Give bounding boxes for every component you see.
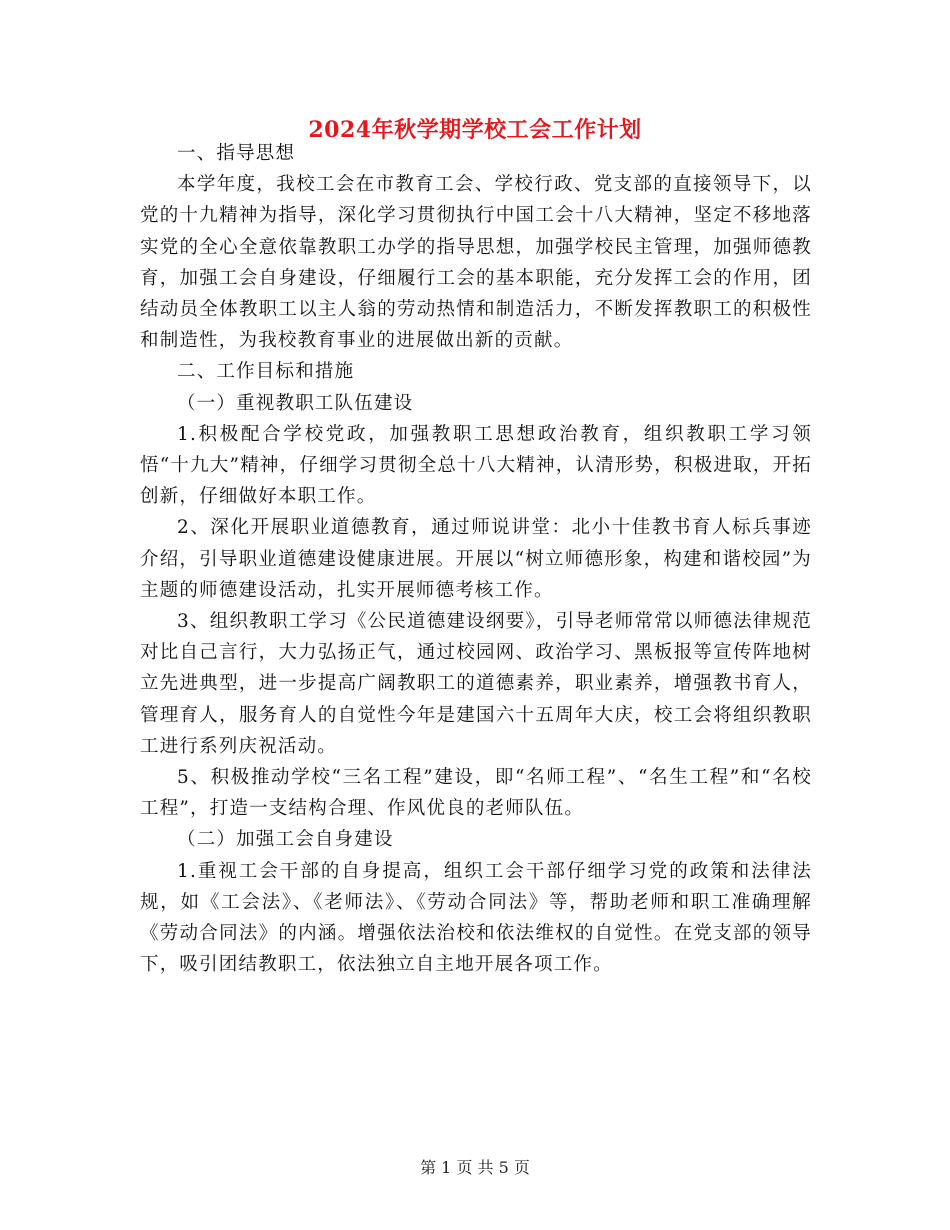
paragraph-item-2: 2、深化开展职业道德教育，通过师说讲堂：北小十佳教书育人标兵事迹介绍，引导职业道德建设健康进展。开展以“树立师德形象，构建和谐校园”为主题的师德建设活动，扎实开展师德考核工作。 <box>140 517 812 601</box>
subsection-heading-union-building: （二）加强工会自身建设 <box>177 829 394 851</box>
paragraph-item-5: 5、积极推动学校“三名工程”建设，即“名师工程”、“名生工程”和“名校工程”，打造一支结构合理、作风优良的老师队伍。 <box>140 767 812 820</box>
section-heading-guiding-thought: 一、指导思想 <box>177 143 296 164</box>
paragraph-item-3: 3、组织教职工学习《公民道德建设纲要》，引导老师常常以师德法律规范对比自己言行，大力弘扬正气，通过校园网、政治学习、黑板报等宣传阵地树立先进典型，进一步提高广阔教职工的道德素养，职业素养，增强教书育人，管理育人，服务育人的自觉性今年是建国六十五周年大庆，校工会将组织教职工进行系列庆祝活动。 <box>140 611 812 757</box>
subsection-heading-staff-team: （一）重视教职工队伍建设 <box>177 392 414 414</box>
paragraph-guiding-thought: 本学年度，我校工会在市教育工会、学校行政、党支部的直接领导下，以党的十九精神为指导，深化学习贯彻执行中国工会十八大精神，坚定不移地落实党的全心全意依靠教职工办学的指导思想，加强学校民主管理，加强师德教育，加强工会自身建设，仔细履行工会的基本职能，充分发挥工会的作用，团结动员全体教职工以主人翁的劳动热情和制造活力，不断发挥教职工的积极性和制造性，为我校教育事业的进展做出新的贡献。 <box>140 174 812 352</box>
document-body <box>140 138 812 980</box>
page-footer: 第 1 页 共 5 页 <box>420 1158 530 1177</box>
paragraph-union-item-1: 1.重视工会干部的自身提高，组织工会干部仔细学习党的政策和法律法规，如《工会法》、《老师法》、《劳动合同法》等，帮助老师和职工准确理解《劳动合同法》的内涵。增强依法治校和依法维权的自觉性。在党支部的领导下，吸引团结教职工，依法独立自主地开展各项工作。 <box>140 860 812 976</box>
section-heading-goals-measures: 二、工作目标和措施 <box>177 361 355 383</box>
paragraph-item-1: 1.积极配合学校党政，加强教职工思想政治教育，组织教职工学习领悟“十九大”精神，仔细学习贯彻全总十八大精神，认清形势，积极进取，开拓创新，仔细做好本职工作。 <box>140 423 812 508</box>
document-title: 2024年秋学期学校工会工作计划 <box>308 117 642 143</box>
